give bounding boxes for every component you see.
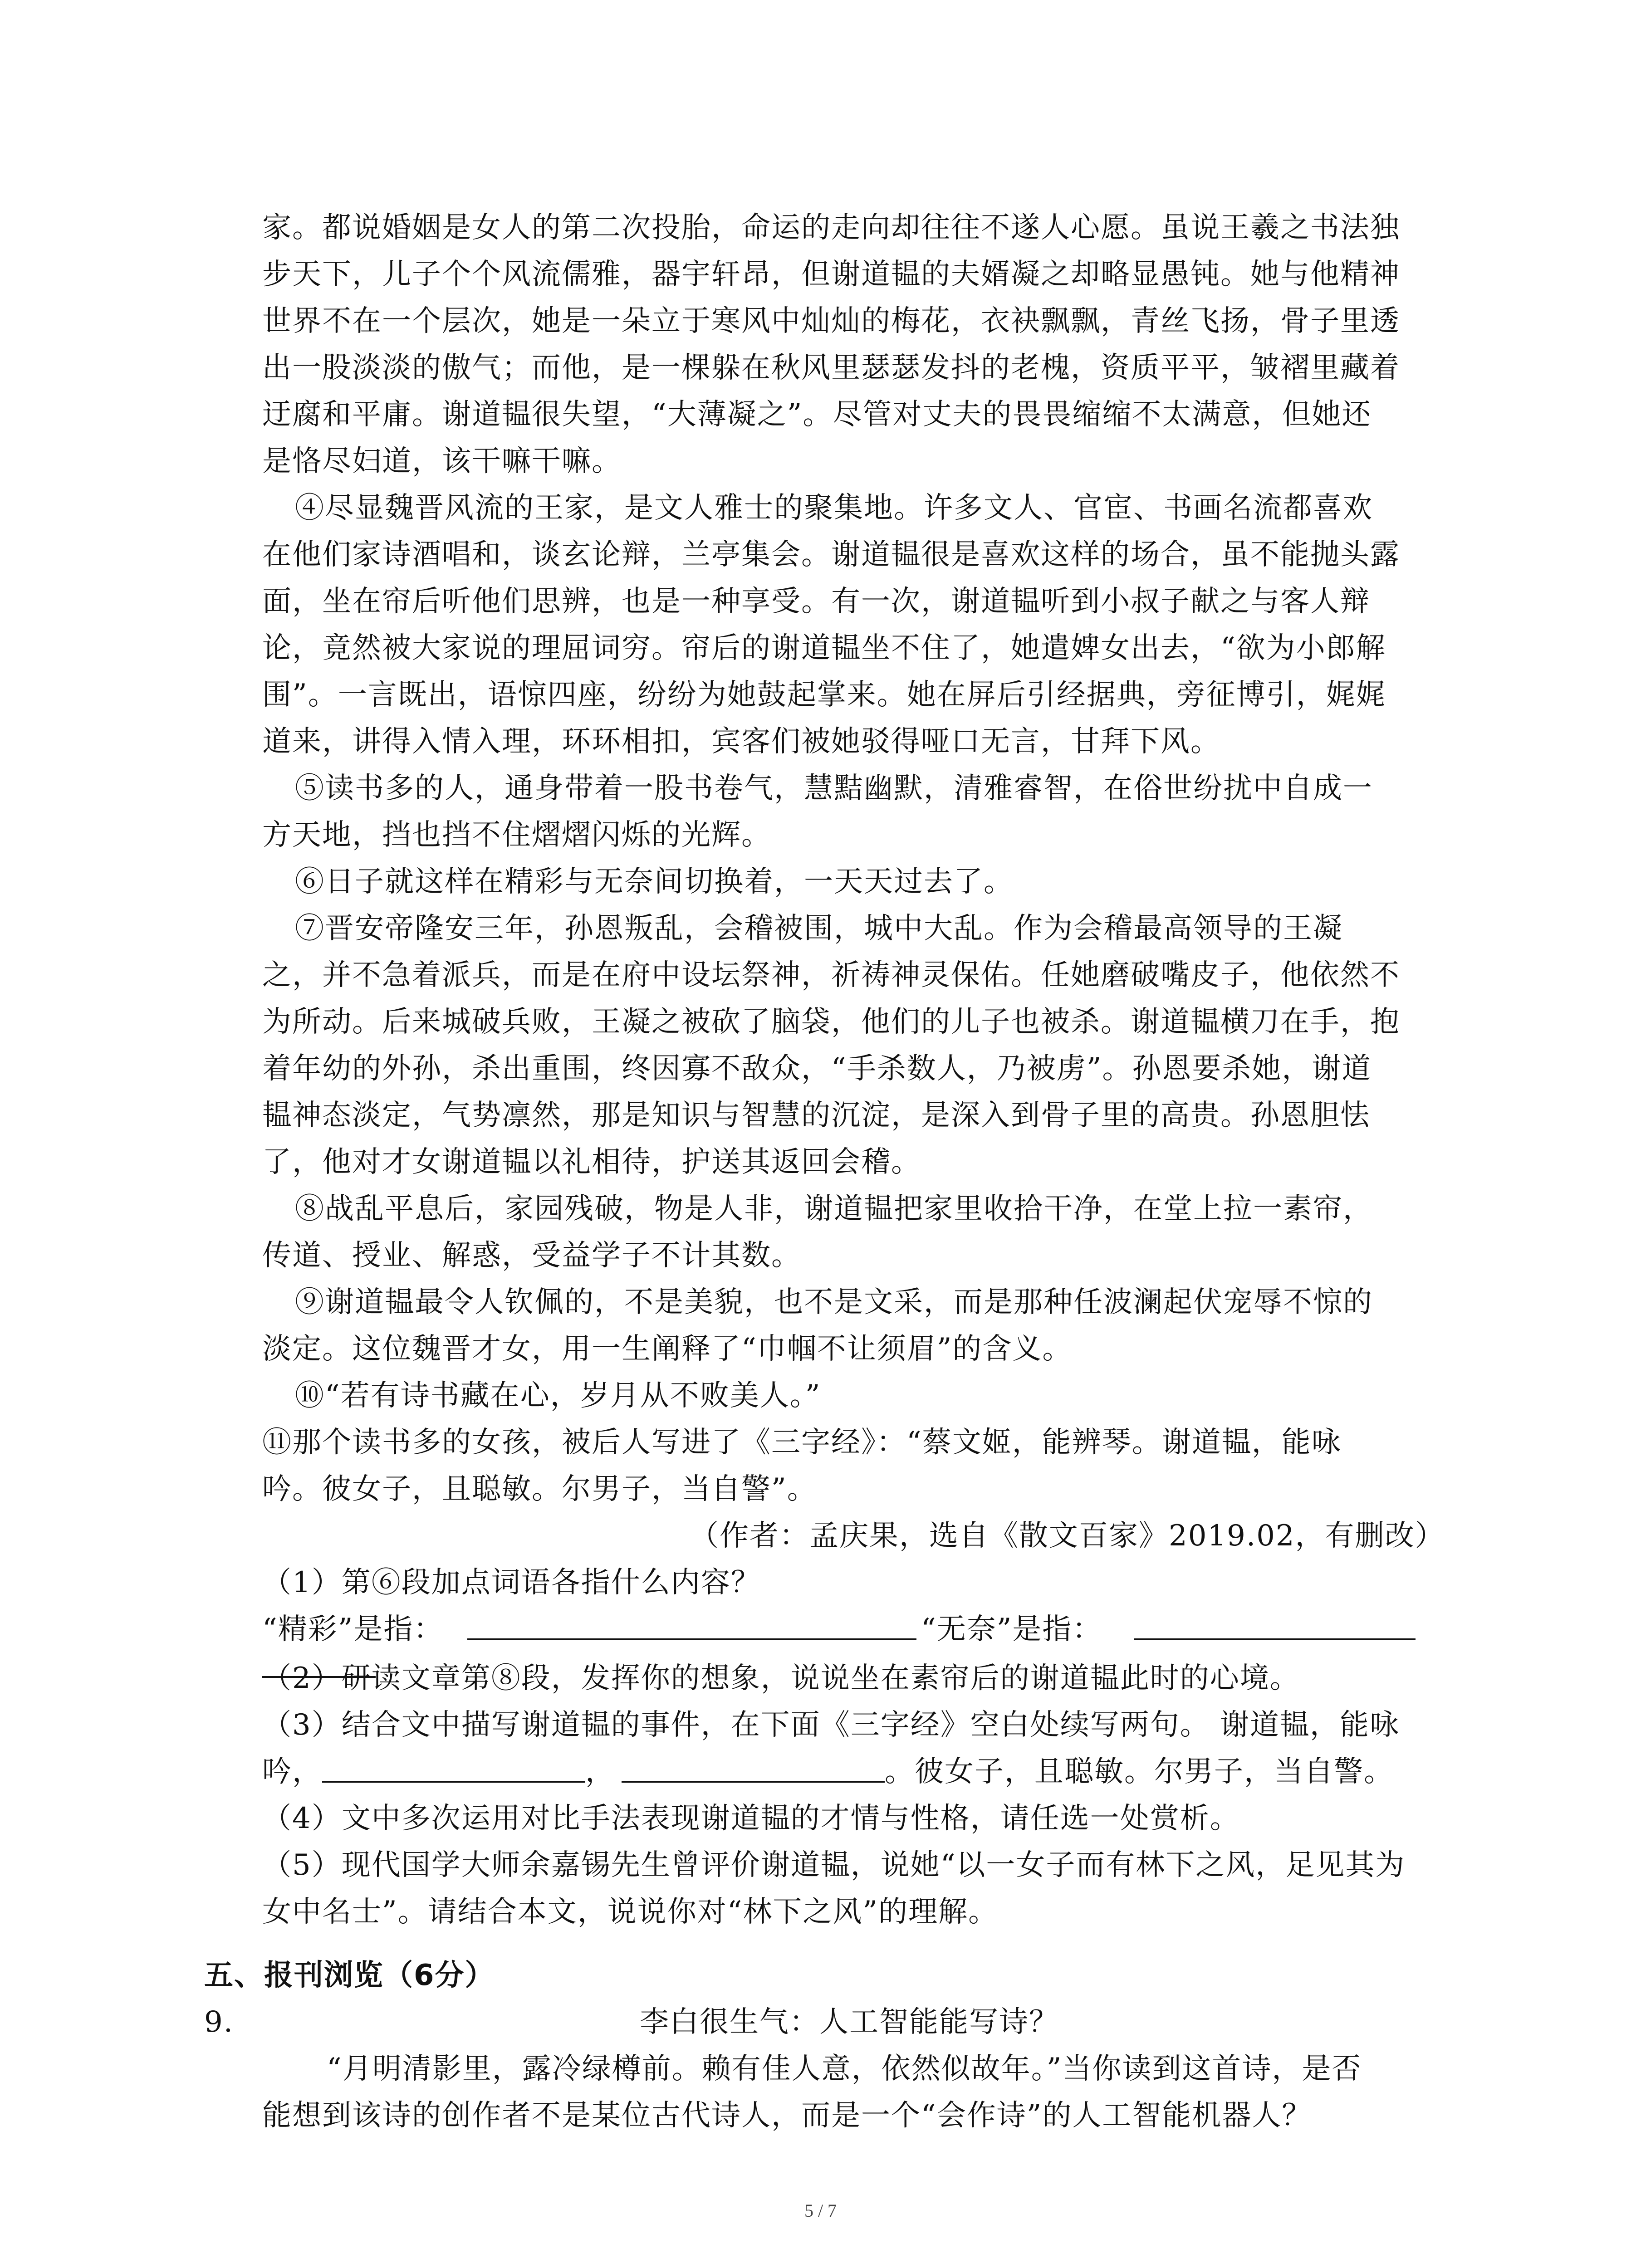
question-5-line-1: （5）现代国学大师余嘉锡先生曾评价谢道韫，说她“以一女子而有林下之风，足见其为: [262, 1848, 1406, 1882]
passage-line: 方天地，挡也挡不住熠熠闪烁的光辉。: [262, 818, 771, 852]
question-number-9: 9.: [204, 2005, 234, 2039]
question-4: （4）文中多次运用对比手法表现谢道韫的才情与性格，请任选一处赏析。: [262, 1802, 1240, 1835]
sanzijing-blank-1[interactable]: [322, 1781, 585, 1783]
paragraph-7: ⑦晋安帝隆安三年，孙恩叛乱，会稽被围，城中大乱。作为会稽最高领导的王凝: [295, 912, 1343, 945]
passage-line: 传道、授业、解惑，受益学子不计其数。: [262, 1239, 801, 1272]
passage-line: 之，并不急着派兵，而是在府中设坛祭神，祈祷神灵保佑。任她磨破嘴皮子，他依然不: [262, 958, 1400, 992]
question-1-label-a: “精彩”是指：: [262, 1613, 444, 1646]
question-1: （1）第⑥段加点词语各指什么内容？: [262, 1566, 761, 1599]
question-3-prefix: 吟，: [262, 1755, 322, 1789]
question-2: （2）研读文章第⑧段，发挥你的想象，说说坐在素帘后的谢道韫此时的心境。: [262, 1662, 1300, 1695]
passage-line: 出一股淡淡的傲气；而他，是一棵躲在秋风里瑟瑟发抖的老槐，资质平平，皱褶里藏着: [262, 351, 1400, 385]
page-number: 5 / 7: [804, 2200, 837, 2221]
paragraph-8: ⑧战乱平息后，家园残破，物是人非，谢道韫把家里收拾干净，在堂上拉一素帘，: [295, 1192, 1373, 1226]
passage-line: 围”。一言既出，语惊四座，纷纷为她鼓起掌来。她在屏后引经据典，旁征博引，娓娓: [262, 678, 1386, 712]
passage-line: 论，竟然被大家说的理屈词穷。帘后的谢道韫坐不住了，她遣婢女出去，“欲为小郎解: [262, 631, 1386, 665]
paragraph-11: ⑪那个读书多的女孩，被后人写进了《三字经》：“蔡文姬，能辨琴。谢道韫，能咏: [262, 1426, 1342, 1459]
question-3: （3）结合文中描写谢道韫的事件，在下面《三字经》空白处续写两句。 谢道韫，能咏: [262, 1708, 1400, 1742]
paragraph-6: ⑥日子就这样在精彩与无奈间切换着，一天天过去了。: [295, 865, 1014, 899]
passage-line: 在他们家诗酒唱和，谈玄论辩，兰亭集会。谢道韫很是喜欢这样的场合，虽不能抛头露: [262, 538, 1400, 572]
paragraph-5: ⑤读书多的人，通身带着一股书卷气，慧黠幽默，清雅睿智，在俗世纷扰中自成一: [295, 772, 1373, 805]
source-citation: （作者：孟庆果，选自《散文百家》2019.02，有删改）: [690, 1519, 1445, 1553]
paragraph-10: ⑩“若有诗书藏在心，岁月从不败美人。”: [295, 1379, 821, 1413]
passage-line: 吟。彼女子，且聪敏。尔男子，当自警”。: [262, 1472, 817, 1506]
passage-line: 世界不在一个层次，她是一朵立于寒风中灿灿的梅花，衣袂飘飘，青丝飞扬，骨子里透: [262, 304, 1400, 338]
passage-line: 着年幼的外孙，杀出重围，终因寡不敌众，“手杀数人，乃被虏”。孙恩要杀她，谢道: [262, 1052, 1372, 1085]
passage-line: 是恪尽妇道，该干嘛干嘛。: [262, 445, 622, 478]
passage-line: 淡定。这位魏晋才女，用一生阐释了“巾帼不让须眉”的含义。: [262, 1332, 1073, 1366]
passage-line: 道来，讲得入情入理，环环相扣，宾客们被她驳得哑口无言，甘拜下风。: [262, 725, 1220, 758]
passage-line: 步天下，儿子个个风流儒雅，器宇轩昂，但谢道韫的夫婿凝之却略显愚钝。她与他精神: [262, 258, 1400, 291]
question-5-line-2: 女中名士”。请结合本文，说说你对“林下之风”的理解。: [262, 1895, 999, 1929]
paragraph-9: ⑨谢道韫最令人钦佩的，不是美貌，也不是文采，而是那种任波澜起伏宠辱不惊的: [295, 1286, 1373, 1319]
answer-blank-jingcai[interactable]: [467, 1638, 916, 1640]
passage-line: 了，他对才女谢道韫以礼相待，护送其返回会稽。: [262, 1145, 921, 1179]
passage-line: 为所动。后来城破兵败，王凝之被砍了脑袋，他们的儿子也被杀。谢道韫横刀在手，抱: [262, 1005, 1400, 1039]
passage-line: 家。都说婚姻是女人的第二次投胎，命运的走向却往往不遂人心愿。虽说王羲之书法独: [262, 211, 1400, 244]
sanzijing-blank-2[interactable]: [622, 1781, 885, 1783]
question-3-comma: ，: [585, 1755, 615, 1789]
answer-blank-wunai[interactable]: [1134, 1638, 1416, 1640]
section-5-heading: 五、报刊浏览（6分）: [204, 1959, 495, 1992]
passage-line: 韫神态淡定，气势凛然，那是知识与智慧的沉淀，是深入到骨子里的高贵。孙恩胆怯: [262, 1099, 1370, 1132]
passage-line: 面，坐在帘后听他们思辨，也是一种享受。有一次，谢道韫听到小叔子献之与客人辩: [262, 585, 1370, 618]
passage-line: 迂腐和平庸。谢道韫很失望，“大薄凝之”。尽管对丈夫的畏畏缩缩不太满意，但她还: [262, 398, 1372, 431]
article-paragraph-line: “月明清影里，露冷绿樽前。赖有佳人意，依然似故年。”当你读到这首诗，是否: [327, 2052, 1362, 2086]
article-paragraph-line: 能想到该诗的创作者不是某位古代诗人，而是一个“会作诗”的人工智能机器人？: [262, 2099, 1312, 2132]
article-title: 李白很生气：人工智能能写诗？: [640, 2005, 1059, 2039]
question-3-suffix: 。彼女子，且聪敏。尔男子，当自警。: [885, 1755, 1394, 1789]
paragraph-4: ④尽显魏晋风流的王家，是文人雅士的聚集地。许多文人、官宦、书画名流都喜欢: [295, 491, 1373, 525]
question-1-label-b: “无奈”是指：: [921, 1613, 1102, 1646]
